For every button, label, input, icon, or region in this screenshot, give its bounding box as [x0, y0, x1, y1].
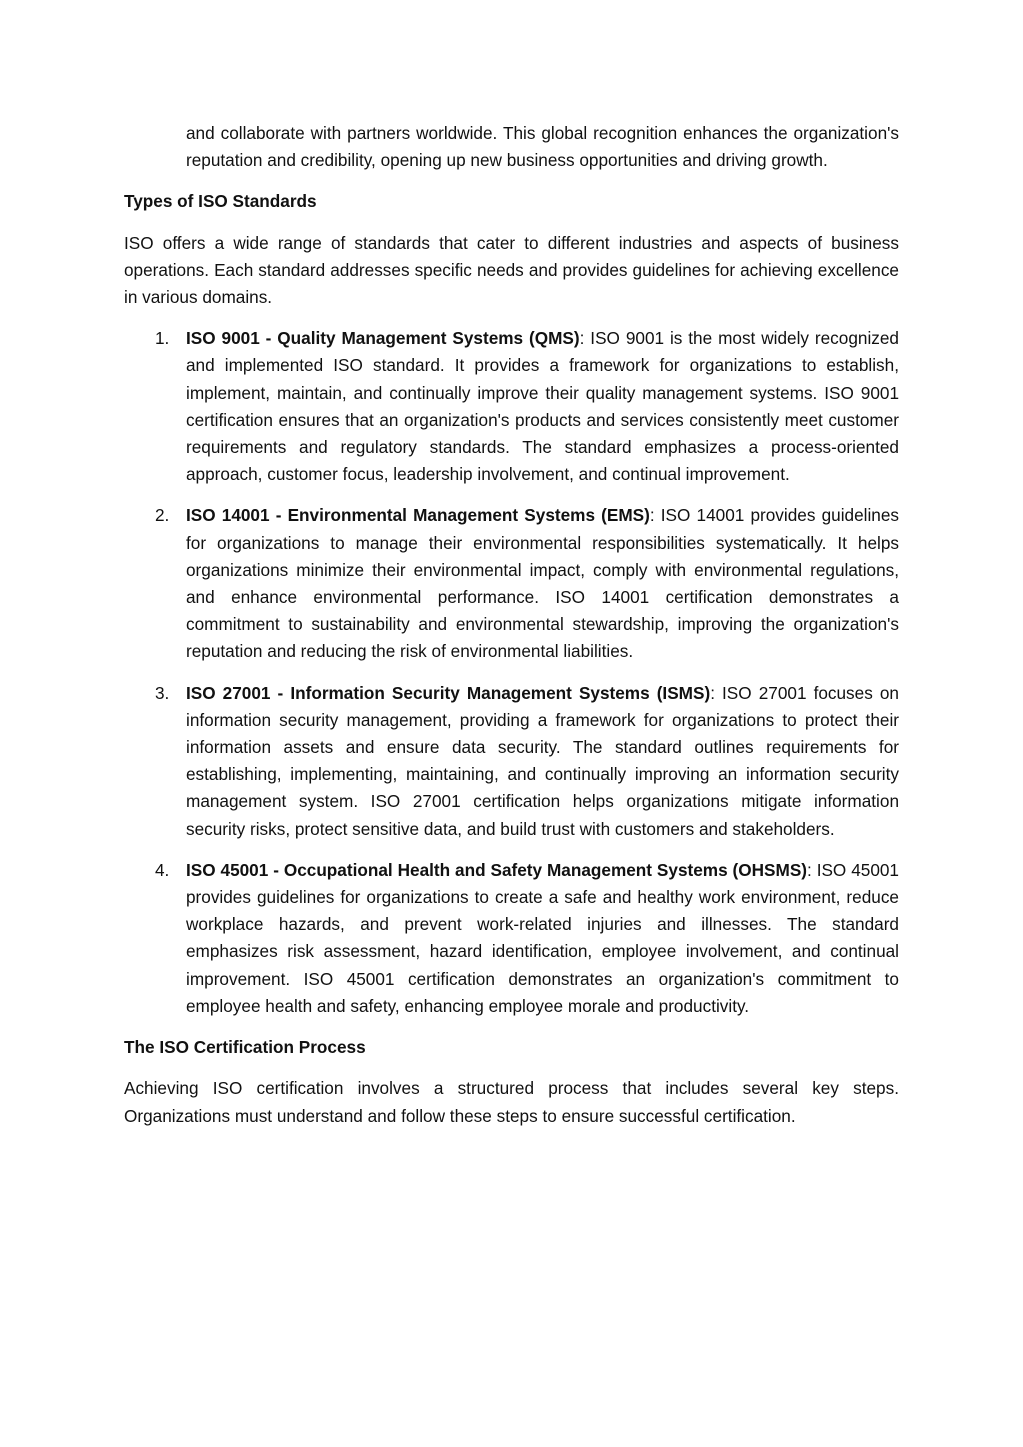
list-item — [124, 680, 899, 843]
continuation-paragraph: and collaborate with partners worldwide. This global recognition enhances the organization's reputation and credibility, opening up new business opportunities and driving growth. — [186, 123, 899, 171]
list-item — [124, 325, 899, 488]
iso-standards-list — [124, 325, 899, 1020]
section-heading-certification-process: The ISO Certification Process — [124, 1037, 366, 1058]
list-item — [124, 502, 899, 665]
document-page — [124, 120, 899, 1144]
list-item-number: 2. — [155, 505, 170, 526]
list-item-number: 1. — [155, 328, 170, 349]
list-item-title: ISO 45001 - Occupational Health and Safety Management Systems (OHSMS) — [186, 859, 808, 880]
list-item-body: : ISO 14001 provides guidelines for organizations to manage their environmental responsibilities systematically. It helps organizations minimize their environmental impact, comply with environmental regulations, and enhance environmental performance. ISO 14001 certification demonstrates a commitment to sustainability and environmental stewardship, improving the organization's reputation and reducing the risk of environmental liabilities. — [186, 505, 899, 662]
list-item-body: : ISO 9001 is the most widely recognized and implemented ISO standard. It provides a framework for organizations to establish, implement, maintain, and continually improve their quality management systems. ISO 9001 certification ensures that an organization's products and services consistently meet customer requirements and regulatory standards. The standard emphasizes a process-oriented approach, customer focus, leadership involvement, and continual improvement. — [186, 328, 899, 485]
certification-intro-paragraph: Achieving ISO certification involves a structured process that includes several key steps. Organizations must understand and follow these steps to ensure successful certification. — [124, 1078, 899, 1126]
list-item-title: ISO 27001 - Information Security Management Systems (ISMS) — [186, 682, 711, 703]
list-item-body: : ISO 27001 focuses on information security management, providing a framework for organizations to protect their information assets and ensure data security. The standard outlines requirements for establishing, implementing, maintaining, and continually improving an information security management system. ISO 27001 certification helps organizations mitigate information security risks, protect sensitive data, and build trust with customers and stakeholders. — [186, 682, 899, 839]
list-item — [124, 857, 899, 1020]
types-intro-paragraph: ISO offers a wide range of standards that cater to different industries and aspects of business operations. Each standard addresses specific needs and provides guidelines for achieving excellence in various domains. — [124, 232, 899, 308]
list-item-body: : ISO 45001 provides guidelines for organizations to create a safe and healthy work environment, reduce workplace hazards, and prevent work-related injuries and illnesses. The standard emphasizes risk assessment, hazard identification, employee involvement, and continual improvement. ISO 45001 certification demonstrates an organization's commitment to employee health and safety, enhancing employee morale and productivity. — [186, 859, 899, 1016]
list-item-title: ISO 14001 - Environmental Management Systems (EMS) — [186, 505, 650, 526]
list-item-number: 3. — [155, 682, 170, 703]
list-item-number: 4. — [155, 859, 170, 880]
section-heading-types: Types of ISO Standards — [124, 191, 317, 212]
list-item-title: ISO 9001 - Quality Management Systems (QMS) — [186, 328, 580, 349]
